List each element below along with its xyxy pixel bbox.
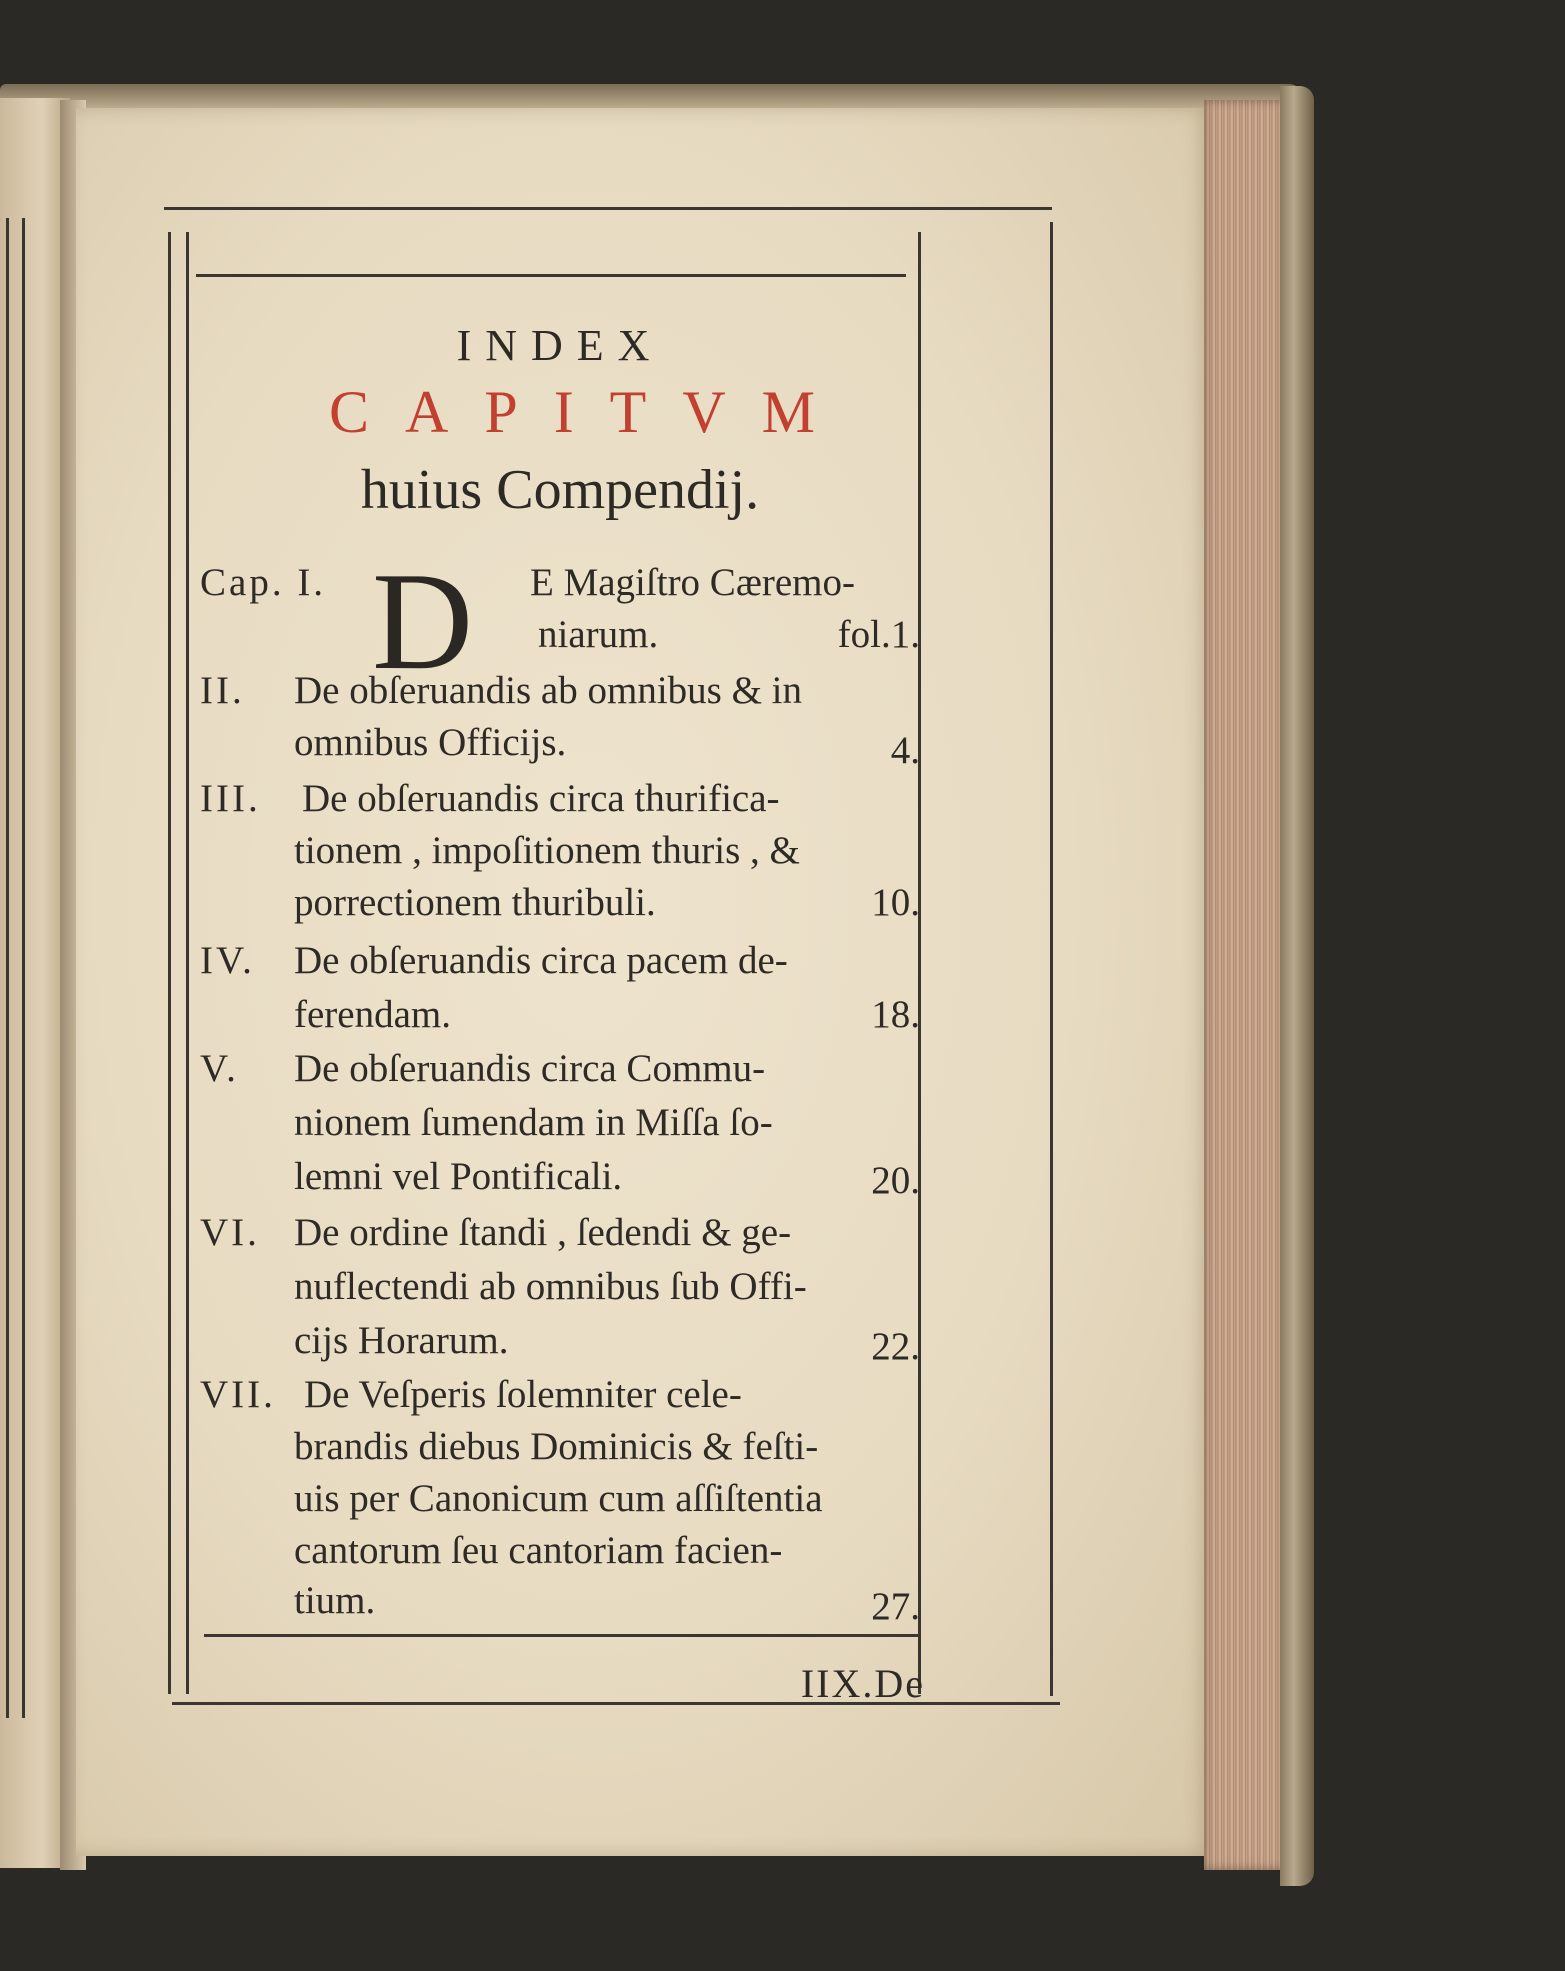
entry-line: tionem , impoſitionem thuris , & [294,829,800,872]
index-entry [200,776,920,936]
page-reference: 4. [890,729,920,772]
page-reference: 18. [871,993,920,1036]
entry-line: De obſeruandis ab omnibus & in [294,669,803,712]
page-reference: 22. [871,1325,920,1368]
entry-line: De ordine ſtandi , ſedendi & ge- [294,1211,792,1254]
chapter-number: V. [200,1047,239,1090]
index-entry [200,1372,920,1642]
page-reference: fol.1. [837,613,920,656]
page-reference: 10. [871,881,920,924]
chapter-number: Cap. I. [200,561,327,604]
heading-index: INDEX [456,321,664,370]
entry-line: nuflectendi ab omnibus ſub Offi- [294,1265,807,1308]
entry-line: uis per Canonicum cum aſſiſtentia [294,1477,823,1520]
chapter-number: IV. [200,939,255,982]
chapter-number: VI. [200,1211,260,1254]
index-entry [200,1210,920,1370]
entry-line: De obſeruandis circa Commu- [294,1047,766,1090]
frame-right-outer [1050,222,1053,1696]
entry-line: nionem ſumendam in Miſſa ſo- [294,1101,773,1144]
entry-line: porrectionem thuribuli. [294,881,656,924]
entry-line: E Magiſtro Cæremo- [530,561,855,604]
index-entry [200,1046,920,1206]
left-page-rule [22,218,25,1718]
entry-line: ferendam. [294,993,451,1036]
frame-left-outer [168,232,171,1694]
page-reference: 27. [871,1585,920,1628]
heading-capitum: CAPITVM [328,379,852,445]
entry-line: brandis diebus Dominicis & feſti- [294,1425,819,1468]
book-cover-edge [1280,86,1314,1886]
chapter-number: VII. [200,1373,276,1416]
left-page-rule [6,218,9,1718]
fore-edge [1204,100,1286,1870]
entry-line: omnibus Officijs. [294,721,567,764]
entry-line: cijs Horarum. [294,1319,509,1362]
index-entry [200,668,920,778]
index-entry [200,938,920,1048]
entry-line: niarum. [538,613,659,656]
frame-top-outer [164,207,1052,210]
entry-line: cantorum ſeu cantoriam facien- [294,1529,783,1572]
drop-capital: D [372,544,474,699]
chapter-number: II. [200,669,245,712]
entry-line: tium. [294,1579,376,1622]
frame-top-inner [196,274,906,277]
heading-compendium: huius Compendij. [360,459,760,521]
page-reference: 20. [871,1159,920,1202]
chapter-number: III. [200,777,261,820]
catchword: IIX.De [800,1661,925,1706]
entry-line: lemni vel Pontificali. [294,1155,623,1198]
entry-line: De obſeruandis circa thurifica- [302,777,780,820]
entry-line: De obſeruandis circa pacem de- [294,939,788,982]
frame-left-inner [186,232,189,1694]
frame-bottom-outer [172,1702,1060,1705]
entry-line: De Veſperis ſolemniter cele- [304,1373,742,1416]
index-entry [200,560,920,670]
